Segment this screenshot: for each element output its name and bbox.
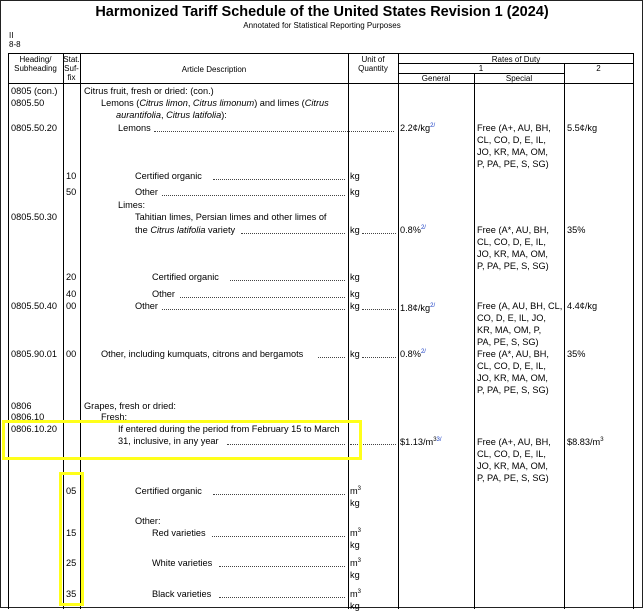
header-heading: Heading/ Subheading: [14, 55, 57, 73]
heading-cell: 0805.50.20: [11, 123, 57, 133]
stat-cell: 15: [66, 528, 77, 538]
desc-cell: Black varieties: [152, 589, 212, 599]
desc-cell: Lemons: [118, 123, 151, 133]
desc-cell: Citrus fruit, fresh or dried: (con.): [84, 86, 214, 96]
dot-leader: [230, 279, 345, 281]
dot-leader: [212, 535, 345, 537]
dot-leader: [362, 356, 396, 358]
page-number: 8-8: [9, 40, 21, 49]
unit-cell: kg: [350, 289, 360, 299]
special-rate-cont: P, PA, PE, S, SG): [477, 385, 549, 395]
desc-cell: Other: [152, 289, 175, 299]
special-rate: Free (A, AU, BH, CL,: [477, 301, 563, 311]
general-rate: 0.8%$^{2/}$: [400, 224, 426, 235]
dot-leader: [219, 565, 345, 567]
desc-cell: Grapes, fresh or dried:: [84, 401, 176, 411]
document-title: Harmonized Tariff Schedule of the United States Revision 1 (2024): [95, 4, 549, 20]
highlight-box-stat-suffixes: [59, 472, 84, 606]
special-rate-cont: JO, KR, MA, OM,: [477, 461, 548, 471]
special-rate-cont: JO, KR, MA, OM,: [477, 147, 548, 157]
stat-cell: 35: [66, 589, 77, 599]
heading-cell: 0805.50.40: [11, 301, 57, 311]
footnote-ref: 2/: [430, 122, 436, 129]
header-general: General: [421, 74, 451, 83]
desc-cell: Tahitian limes, Persian limes and other limes of: [135, 212, 327, 222]
unit-cell: kg: [350, 272, 360, 282]
page-chapter: II: [9, 31, 14, 40]
col2-rate: 5.5¢/kg: [567, 123, 598, 133]
stat-cell: 10: [66, 171, 77, 181]
dot-leader: [180, 296, 345, 298]
heading-cell: 0806: [11, 401, 32, 411]
desc-cell: Other: [135, 187, 158, 197]
heading-cell: 0805 (con.): [11, 86, 58, 96]
desc-cell: Certified organic: [135, 171, 202, 181]
desc-cell: Lemons (Citrus limon, Citrus limonum) and limes (Citrus: [101, 98, 329, 108]
special-rate-cont: JO, KR, MA, OM,: [477, 373, 548, 383]
unit-cell: kg: [350, 171, 360, 181]
dot-leader: [318, 356, 345, 358]
special-rate: Free (A*, AU, BH,: [477, 349, 549, 359]
header-rates: Rates of Duty: [491, 55, 541, 64]
desc-cell: If entered during the period from February 15 to March: [118, 424, 340, 434]
unit-cell-cont: kg: [350, 601, 360, 611]
table-top-rule: [8, 53, 634, 54]
special-rate-cont: CL, CO, D, E, IL,: [477, 135, 546, 145]
dot-leader: [154, 130, 394, 132]
header-col2: 2: [596, 64, 601, 73]
stat-cell: 25: [66, 558, 77, 568]
special-rate-cont: CO, D, E, IL, JO,: [477, 313, 546, 323]
header-col1: 1: [478, 64, 484, 73]
desc-cell: Other:: [135, 516, 161, 526]
heading-cell: 0805.90.01: [11, 349, 57, 359]
desc-cell: Fresh:: [101, 412, 128, 422]
special-rate: Free (A+, AU, BH,: [477, 437, 551, 447]
special-rate-cont: KR, MA, OM, P,: [477, 325, 542, 335]
document-subtitle: Annotated for Statistical Reporting Purposes: [243, 21, 401, 30]
footnote-ref: 2/: [430, 302, 436, 309]
stat-cell: 50: [66, 187, 77, 197]
heading-cell: 0805.50.30: [11, 212, 57, 222]
unit-cell: kg: [350, 187, 360, 197]
general-rate: $1.13/m$^{33/}$: [400, 436, 442, 447]
col2-rate: 35%: [567, 225, 586, 235]
col-border-unit: [398, 53, 399, 609]
unit-cell: kg: [350, 225, 360, 235]
footnote-ref: 2/: [420, 224, 426, 231]
stat-cell: 00: [66, 349, 77, 359]
dot-leader: [162, 308, 345, 310]
footnote-ref: 2/: [420, 348, 426, 355]
heading-cell: 0806.10.20: [11, 424, 57, 434]
special-rate-cont: PA, PE, S, SG): [477, 337, 539, 347]
footnote-ref: 3/: [436, 436, 442, 443]
highlight-box-subheading: [2, 420, 362, 460]
stat-cell: 00: [66, 301, 77, 311]
unit-cell: kg: [350, 301, 360, 311]
unit-cell-cont: kg: [350, 570, 360, 580]
col2-rate: 4.4¢/kg: [567, 301, 598, 311]
stat-cell: 20: [66, 272, 77, 282]
unit-cell-cont: kg: [350, 498, 360, 508]
stat-cell: 05: [66, 486, 77, 496]
desc-cell: Other: [135, 301, 158, 311]
special-rate-cont: P, PA, PE, S, SG): [477, 159, 549, 169]
general-rate: 0.8%$^{2/}$: [400, 348, 426, 359]
desc-cell-cont: aurantifolia, Citrus latifolia):: [116, 110, 227, 120]
desc-cell-cont: the Citrus latifolia variety: [135, 225, 236, 235]
desc-cell-cont: 31, inclusive, in any year: [118, 436, 219, 446]
dot-leader: [213, 493, 345, 495]
unit-cell: kg: [350, 349, 360, 359]
heading-cell: 0805.50: [11, 98, 45, 108]
general-rate: 2.2¢/kg$^{2/}$: [400, 122, 436, 133]
col-border-right: [633, 53, 634, 609]
special-rate-cont: JO, KR, MA, OM,: [477, 249, 548, 259]
desc-cell: Certified organic: [152, 272, 219, 282]
dot-leader: [162, 194, 345, 196]
unit-cell: $m^3$: [350, 557, 361, 568]
special-rate-cont: CL, CO, D, E, IL,: [477, 361, 546, 371]
unit-cell: $m^3$: [350, 485, 361, 496]
header-bottom-rule: [8, 83, 634, 84]
col2-rate: $\$8.83/m^3$: [567, 436, 604, 447]
unit-cell: $m^3$: [350, 588, 361, 599]
header-unit: Unit of Quantity: [358, 55, 388, 73]
stat-cell: 40: [66, 289, 77, 299]
header-article: Article Description: [181, 65, 247, 74]
general-rate: 1.8¢/kg$^{2/}$: [400, 302, 436, 313]
col-border-left: [8, 53, 9, 609]
unit-cell-cont: kg: [350, 540, 360, 550]
header-stat: Stat. Suf- fix: [63, 55, 80, 82]
dot-leader: [362, 232, 396, 234]
special-rate: Free (A+, AU, BH,: [477, 123, 551, 133]
dot-leader: [241, 232, 345, 234]
heading-cell: 0806.10: [11, 412, 45, 422]
desc-cell: Certified organic: [135, 486, 202, 496]
col-border-special: [564, 63, 565, 609]
col-border-general: [474, 73, 475, 609]
col2-rate: 35%: [567, 349, 586, 359]
header-special: Special: [505, 74, 533, 83]
unit-cell: $m^3$: [350, 527, 361, 538]
col-border-article: [348, 53, 349, 609]
special-rate: Free (A*, AU, BH,: [477, 225, 549, 235]
desc-cell: Other, including kumquats, citrons and bergamots: [101, 349, 304, 359]
desc-cell: White varieties: [152, 558, 213, 568]
dot-leader: [213, 178, 345, 180]
desc-cell: Limes:: [118, 200, 146, 210]
special-rate-cont: CL, CO, D, E, IL,: [477, 237, 546, 247]
desc-cell: Red varieties: [152, 528, 206, 538]
special-rate-cont: P, PA, PE, S, SG): [477, 261, 549, 271]
dot-leader: [362, 308, 396, 310]
special-rate-cont: P, PA, PE, S, SG): [477, 473, 549, 483]
dot-leader: [219, 596, 345, 598]
special-rate-cont: CL, CO, D, E, IL,: [477, 449, 546, 459]
